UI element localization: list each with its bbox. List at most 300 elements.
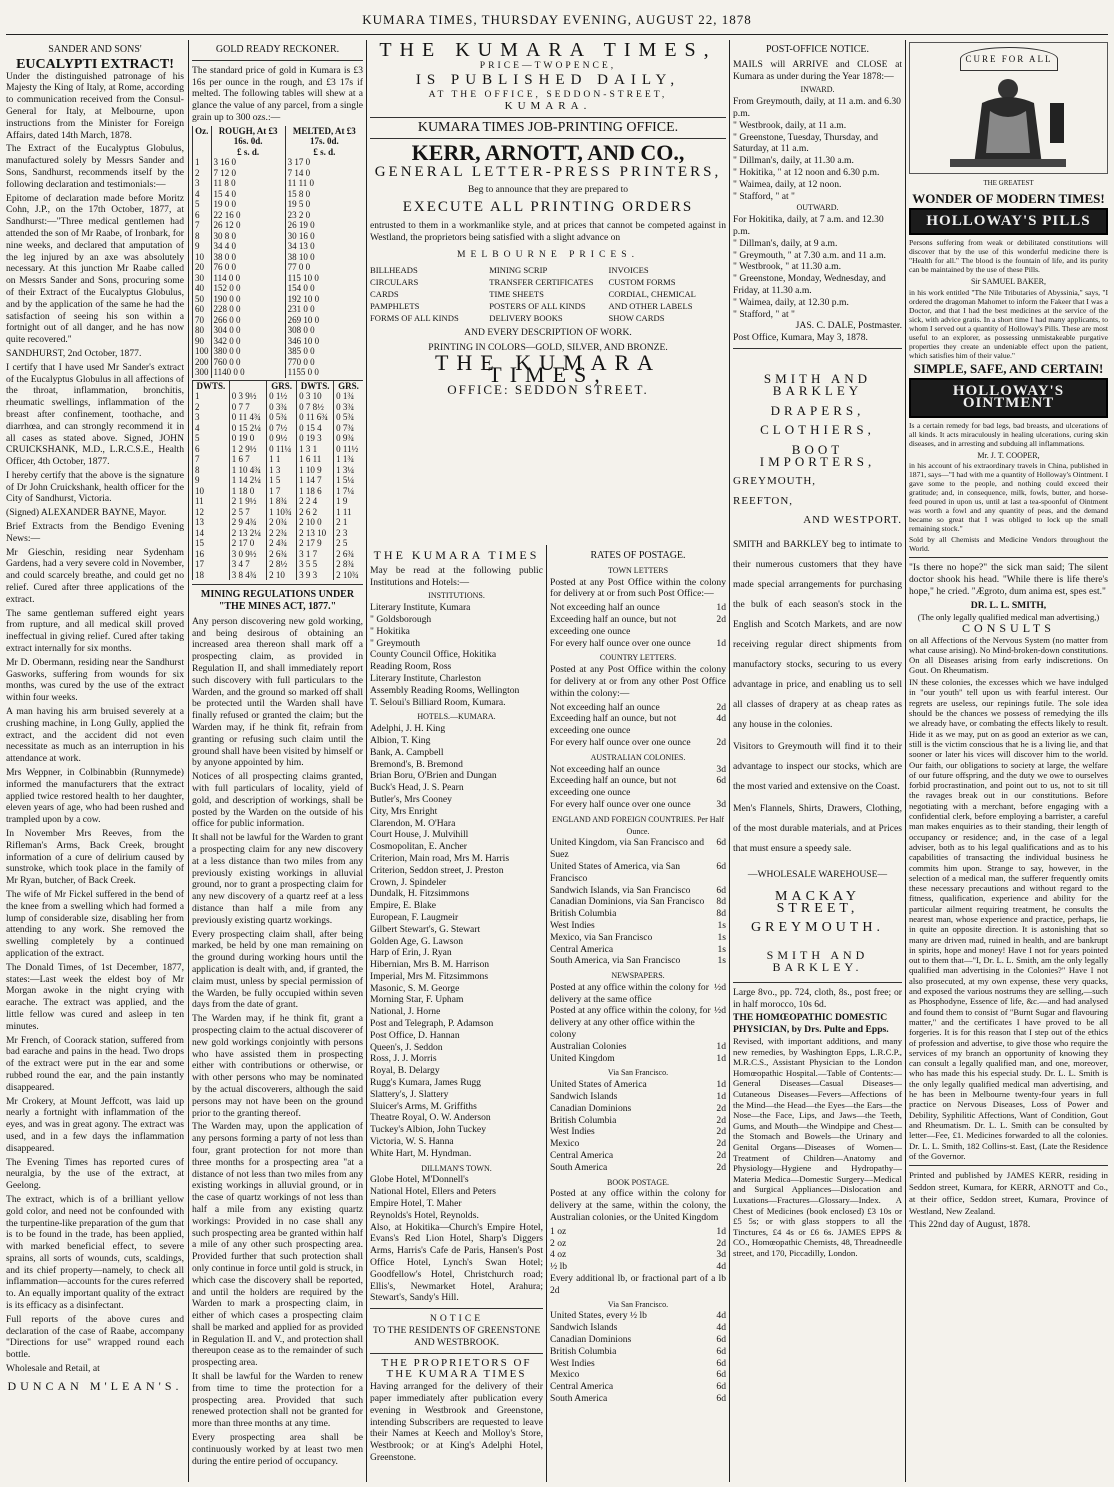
reckoner-cell: 304 0 0 — [211, 325, 285, 336]
dillman-item: Reynolds's Hotel, Reynolds. — [370, 1209, 479, 1221]
reckoner-cell: 90 — [193, 336, 212, 347]
via-rates — [550, 1079, 726, 1173]
dwt-cell: 13 — [193, 517, 230, 528]
dwt-cell: 1 11 — [334, 507, 363, 518]
hope: "Is there no hope?" the sick man said; The silent doctor shook his head. "While there is life there's hope," he cried. "Ægroto, dum anima est, spes est." — [909, 562, 1108, 597]
sb-line: REEFTON, — [733, 494, 794, 507]
rate-row — [550, 1138, 726, 1150]
reckoner-cell: 30 16 0 — [285, 231, 363, 242]
inward-item: " Hokitika, " at 12 noon and 6.30 p.m. — [733, 166, 880, 178]
institution-list — [370, 602, 543, 708]
th-rough: ROUGH, At £3 16s. 0d. — [211, 126, 285, 147]
sb-firm: SMITH AND BARKLEY — [763, 370, 872, 398]
column-rule-3 — [729, 40, 730, 1482]
reckoner-row — [193, 210, 364, 221]
dwt-cell: 0 3 10 — [297, 391, 334, 402]
reckoner-cell: 770 0 0 — [285, 357, 363, 368]
rate-value: 8d — [716, 896, 726, 908]
dwt-row — [193, 486, 364, 497]
book-price: Large 8vo., pp. 724, cloth, 8s., post free; or in half morocco, 10s 6d. — [733, 986, 902, 1010]
inward-item: " Greenstone, Tuesday, Thursday, and Saturday, at 11 a.m. — [733, 131, 879, 155]
rate-label: For every half ounce over one ounce — [550, 637, 691, 649]
eng-rates — [550, 837, 726, 967]
rate-value: ½d — [714, 981, 726, 993]
reckoner-row — [193, 231, 364, 242]
outward-item: " Greenstone, Monday, Wednesday, and Friday, at 11.30 a.m. — [733, 273, 886, 296]
dwt-row — [193, 538, 364, 549]
reckoner-cell: 30 8 0 — [211, 231, 285, 242]
institution-item: Reading Room, Ross — [370, 661, 452, 673]
dwt-cell: 1 5 — [267, 475, 297, 486]
dillman-item: National Hotel, Ellers and Peters — [370, 1186, 497, 1198]
dwt-cell: 1 1 — [267, 454, 297, 465]
dwt-table — [192, 380, 363, 581]
dwt-cell: 1 3¼ — [334, 465, 363, 476]
rate-row — [550, 1005, 726, 1040]
rate-label: Exceeding half an ounce, but not exceeding one ounce — [550, 713, 677, 737]
hotel-item: Royal, B. Delargy — [370, 1065, 440, 1077]
column-rule-2 — [366, 40, 367, 1482]
printing-item: CIRCULARS — [370, 277, 419, 288]
column-reading-places — [370, 548, 543, 1482]
rate-value: 2d — [716, 1114, 726, 1126]
rate-label: Canadian Dominions, via San Francisco — [550, 896, 705, 908]
hotel-list — [370, 723, 543, 1159]
rate-label: Mexico — [550, 1138, 580, 1150]
rate-value: 2d — [716, 701, 726, 713]
inward-item: From Greymouth, daily, at 11 a.m. and 6.30 p.m. — [733, 96, 901, 119]
hotel-item: Post and Telegraph, P. Adamson — [370, 1018, 494, 1030]
institution-item: " Goldsborough — [370, 613, 432, 625]
dwt-cell: 16 — [193, 549, 230, 560]
rate-value: 6d — [716, 860, 726, 872]
rate-row — [550, 799, 726, 811]
rate-label: British Columbia — [550, 1345, 617, 1357]
reckoner-title: GOLD READY RECKONER. — [215, 44, 340, 55]
baker: Sir SAMUEL BAKER, — [970, 277, 1047, 287]
rate-value: 4d — [716, 713, 726, 725]
rate-value: 6d — [716, 884, 726, 896]
hotel-item: Buck's Head, J. S. Pearn — [370, 782, 464, 794]
dwt-cell: 2 3 — [334, 528, 363, 539]
eucalypti-paragraph: The Extract of the Eucalyptus Globulus, manufactured solely by Messrs Sander and Sons, Sandhurst, recommends itself by the following declaration and testimonials:— — [6, 143, 184, 190]
dwt-cell: 2 1 9½ — [229, 496, 266, 507]
town-rates — [550, 602, 726, 649]
rate-row — [550, 1249, 726, 1261]
rate-label: For every half ounce over one ounce — [550, 798, 691, 810]
dwt-cell: 0 15 4 — [297, 423, 334, 434]
eucalypti-paragraph: SANDHURST, 2nd October, 1877. — [6, 347, 142, 359]
dwt-cell: 17 — [193, 559, 230, 570]
rate-label: British Columbia — [550, 1114, 617, 1126]
reckoner-cell: 76 0 0 — [211, 262, 285, 273]
eucalypti-footer: DUNCAN M'LEAN'S. — [7, 1378, 183, 1393]
reckoner-cell: 342 0 0 — [211, 336, 285, 347]
reckoner-cell: 26 19 0 — [285, 220, 363, 231]
country-head: COUNTRY LETTERS. — [599, 653, 677, 663]
mining-paragraph: Every prospecting area shall be continuously worked by at least two men during the entire period of occupancy. — [192, 1432, 363, 1467]
printing-item: CUSTOM FORMS — [608, 277, 676, 288]
dwt-cell: 0 19 3 — [297, 433, 334, 444]
rate-value: 2d — [716, 1150, 726, 1162]
dwt-row — [193, 570, 364, 581]
eucalypti-paragraph: Mrs Weppner, in Colbinabbin (Runnymede) informed the manufacturers that the extract applied twice restored health to her daughter, eleven years of age, who had been rushed and trampled upon by a cow. — [6, 767, 184, 826]
eucalypti-paragraph: Under the distinguished patronage of his Majesty the King of Italy, at Rome, according to communication received from the Consul-General for Italy, at Melbourne, upon instructions from the Minister for Foreign Affairs, dated 14th March, 1878. — [6, 70, 184, 141]
reckoner-cell: 77 0 0 — [285, 262, 363, 273]
rate-row — [550, 1162, 726, 1174]
dwt-cell: 3 1 7 — [297, 549, 334, 560]
reckoner-cell: 38 0 0 — [211, 252, 285, 263]
reckoner-cell: 200 — [193, 357, 212, 368]
sb-street: MACKAY STREET, — [775, 888, 860, 916]
rate-label: West Indies — [550, 919, 595, 931]
notice: NOTICE — [429, 1313, 484, 1325]
th-dwts2: DWTS. — [297, 380, 334, 391]
mining-paragraph: The Warden may, if he think fit, grant a prospecting claim to the actual discoverer of new gold workings conjointly with persons who have assisted them in prospecting either with contributions or otherwise, or with other persons who may be nominated by the actual discoverers, although the said persons may not have been on the ground prior to the granting thereof. — [192, 1013, 363, 1119]
rate-value: 3d — [716, 1249, 726, 1261]
po-place: Post Office, Kumara, May 3, 1878. — [733, 332, 868, 344]
hotel-item: Adelphi, J. H. King — [370, 723, 446, 735]
reckoner-cell: 34 13 0 — [285, 241, 363, 252]
dillman-item: Empire Hotel, T. Maher — [370, 1198, 462, 1210]
rate-row — [550, 837, 726, 861]
dwt-row — [193, 507, 364, 518]
outward-item: " Greymouth, " at 7.30 a.m. and 11 a.m. — [733, 249, 886, 261]
read-intro: May be read at the following public Institutions and Hotels:— — [370, 564, 543, 588]
dwt-cell: 8 — [193, 465, 230, 476]
notice-title: POST-OFFICE NOTICE. — [766, 44, 869, 55]
dwt-cell: 3 9 3 — [297, 570, 334, 581]
rate-value: 3d — [716, 763, 726, 775]
rate-label: Central America — [550, 1381, 614, 1393]
dwt-cell: 1 — [193, 391, 230, 402]
rate-label: Sandwich Islands — [550, 1091, 618, 1103]
rate-label: South America — [550, 1392, 608, 1404]
reckoner-row — [193, 336, 364, 347]
dwt-cell: 2 2 4 — [297, 496, 334, 507]
firm: KERR, ARNOTT, AND CO., — [411, 139, 685, 165]
reckoner-cell: 60 — [193, 304, 212, 315]
reckoner-cell: 1140 0 0 — [211, 367, 285, 378]
every: AND EVERY DESCRIPTION OF WORK. — [464, 327, 632, 339]
th-grs: GRS. — [267, 380, 297, 391]
rate-label: Mexico — [550, 1369, 580, 1381]
hotel-item: Cosmopolitan, E. Ancher — [370, 841, 467, 853]
dwt-cell: 0 1¾ — [334, 391, 363, 402]
eucalypti-body — [6, 71, 184, 1375]
colors: PRINTING IN COLORS—GOLD, SILVER, AND BRONZE. — [428, 342, 668, 354]
signer: JAS. C. DALE, Postmaster. — [795, 320, 902, 332]
printing-item: SHOW CARDS — [608, 312, 665, 323]
book-extra: Every additional lb, or fractional part of a lb 2d — [550, 1273, 726, 1296]
rate-value: 1d — [716, 1079, 726, 1091]
eucalypti-paragraph: Brief Extracts from the Bendigo Evening News:— — [6, 521, 184, 544]
rate-label: Posted at any office within the colony for delivery at the same office — [550, 981, 709, 1005]
th-oz: Oz. — [193, 126, 212, 147]
dwt-cell: 1 5¼ — [334, 475, 363, 486]
reckoner-cell: 114 0 0 — [211, 273, 285, 284]
rate-value: 1s — [717, 931, 726, 943]
printing-row — [370, 289, 726, 301]
hotel-item: Empire, E. Blake — [370, 900, 437, 912]
kumara-times-advert — [370, 42, 726, 542]
dwt-cell: 0 1½ — [267, 391, 297, 402]
reckoner-cell: 30 — [193, 273, 212, 284]
mining-title: MINING REGULATIONS UNDER "THE MINES ACT, 1877." — [200, 589, 355, 613]
rate-row — [550, 920, 726, 932]
reckoner-cell: 231 0 0 — [285, 304, 363, 315]
dwt-cell: 2 10¾ — [334, 570, 363, 581]
dwt-cell: 4 — [193, 423, 230, 434]
dwt-cell: 1 18 6 — [297, 486, 334, 497]
dwt-cell: 11 — [193, 496, 230, 507]
printing-item: MINING SCRIP — [489, 265, 548, 276]
eucalypti-paragraph: A man having his arm bruised severely at a crushing machine, in Long Gully, applied the extract, and the accident did not even necessitate as much as an interruption in his attendance at work. — [6, 706, 184, 765]
notice-to: TO THE RESIDENTS OF GREENSTONE AND WESTBROOK. — [372, 1325, 541, 1348]
reckoner-cell: 11 8 0 — [211, 178, 285, 189]
printing-item: TRANSFER CERTIFICATES — [489, 277, 594, 288]
hotel-item: Dundalk, H. Fitzsimmons — [370, 888, 470, 900]
inward-item: " Dillman's, daily, at 11.30 a.m. — [733, 155, 854, 167]
rate-value: 2d — [716, 1126, 726, 1138]
hotel-item: Court House, J. Mulvihill — [370, 829, 469, 841]
reckoner-row — [193, 304, 364, 315]
rate-row — [550, 764, 726, 776]
rate-label: Central America — [550, 1150, 614, 1162]
printing-item: POSTERS OF ALL KINDS — [489, 300, 586, 311]
rate-value: 6d — [716, 1381, 726, 1393]
inward-item: " Westbrook, daily, at 11 a.m. — [733, 119, 847, 131]
simple: SIMPLE, SAFE, AND CERTAIN! — [913, 361, 1104, 377]
mining-paragraph: It shall be lawful for the Warden to renew from time to time the protection for a prospecting area. Provided that such renewed protection shall not be granted for more than three months at any time. — [192, 1371, 363, 1430]
rate-row — [550, 737, 726, 749]
hotel-item: Victoria, W. S. Hanna — [370, 1136, 454, 1148]
dwt-row — [193, 475, 364, 486]
dwt-cell: 3 5 5 — [297, 559, 334, 570]
dwt-cell: 2 13 10 — [297, 528, 334, 539]
rate-value: 2d — [716, 1102, 726, 1114]
rate-label: Mexico, via San Francisco — [550, 931, 653, 943]
rate-row — [550, 1150, 726, 1162]
reckoner-cell: 192 10 0 — [285, 294, 363, 305]
sb-line: GREYMOUTH, — [733, 474, 817, 487]
hotel-item: Butler's, Mrs Cooney — [370, 793, 452, 805]
rate-value: 1s — [717, 919, 726, 931]
rate-value: 6d — [716, 1369, 726, 1381]
rate-row — [550, 1226, 726, 1238]
institution-item: County Council Office, Hokitika — [370, 649, 497, 661]
dwt-cell: 0 11½ — [334, 444, 363, 455]
cure-for-all-engraving — [909, 42, 1108, 174]
reckoner-cell: 9 — [193, 241, 212, 252]
dwt-row — [193, 465, 364, 476]
sb-town: GREYMOUTH. — [751, 920, 884, 936]
outward-item: " Dillman's, daily, at 9 a.m. — [733, 237, 838, 249]
proprietors: THE PROPRIETORS OF THE KUMARA TIMES — [381, 1356, 532, 1381]
dwt-row — [193, 412, 364, 423]
rate-label: South America, via San Francisco — [550, 955, 681, 967]
dwt-cell: 3 — [193, 412, 230, 423]
outward-head: OUTWARD. — [796, 203, 839, 213]
dwt-cell: 1 3 — [267, 465, 297, 476]
reckoner-row — [193, 357, 364, 368]
rate-value: 1d — [716, 1052, 726, 1064]
doctor-sub: (The only legally qualified medical man advertising,) — [917, 611, 1100, 622]
dwt-cell: 2 10 — [267, 570, 297, 581]
hotel-item: Criterion, Main road, Mrs M. Harris — [370, 852, 510, 864]
column-rule-inner — [546, 545, 547, 1482]
dwt-cell: 1 1¾ — [334, 454, 363, 465]
reckoner-row — [193, 367, 364, 378]
rate-row — [550, 932, 726, 944]
dwt-row — [193, 528, 364, 539]
institution-item: " Hokitika — [370, 625, 410, 637]
dwt-cell: 2 17 0 — [229, 538, 266, 549]
reckoner-row — [193, 262, 364, 273]
printed: Printed and published by JAMES KERR, residing in Seddon street, Kumara, for KERR, ARNOTT and Co., at their office, Seddon street, Kumara, Province of Westland, New Zealand. — [909, 1170, 1108, 1216]
reckoner-cell: 346 10 0 — [285, 336, 363, 347]
ointment-box: HOLLOWAY'S OINTMENT — [909, 378, 1108, 418]
reckoner-row — [193, 325, 364, 336]
sold: Sold by all Chemists and Medicine Vendors throughout the World. — [909, 535, 1108, 554]
printing-item: BILLHEADS — [370, 265, 418, 276]
printing-item: CARDS — [370, 288, 399, 299]
book-rates — [550, 1226, 726, 1273]
rate-value: 4d — [716, 1310, 726, 1322]
cooper: Mr. J. T. COOPER, — [977, 450, 1040, 460]
rate-label: Exceeding half an ounce, but not exceeding one ounce — [550, 613, 677, 637]
th-melted: MELTED, At £3 17s. 0d. — [285, 126, 363, 147]
rate-row — [550, 713, 726, 737]
rate-value: 1d — [716, 602, 726, 614]
figure-icon — [910, 43, 1107, 171]
reckoner-cell: 7 12 0 — [211, 168, 285, 179]
reckoner-cell: 19 0 0 — [211, 199, 285, 210]
reckoner-cell: 34 4 0 — [211, 241, 285, 252]
rate-label: Sandwich Islands, via San Francisco — [550, 884, 691, 896]
hotel-item: Morning Star, F. Upham — [370, 994, 464, 1006]
outward-list — [733, 214, 902, 320]
rate-row — [550, 1053, 726, 1065]
reckoner-table — [192, 126, 363, 378]
dwt-cell: 1 10 4¾ — [229, 465, 266, 476]
reckoner-cell: 154 0 0 — [285, 283, 363, 294]
rate-value: 6d — [716, 1334, 726, 1345]
dwt-cell: 12 — [193, 507, 230, 518]
smith-body: IN these colonies, the excesses which we have indulged in "our youth" tell upon us with fearful interest. Our regrets are useless, our repinings futile. The sole idea should be the chances we possess of remedying the ills we already have, or combating the effects likely to result. Hide it as we may, put on as good an exterior as we can, still is the victim conscious that he is a living lie, and that sooner or later his vices will discover him to the world. Our faith, our obligations to society at large, the welfare of our future offspring, and the duty we owe to ourselves forbid procrastination, and point out to us, not to sit till the ravages break out in our constitutions. Before negotiating with a merchant, before engaging with a confidential clerk, before employing a barrister, a careful man makes enquiries as to their standing, their length of occupancy or residence; and, in the case of a legal adviser, both as to his legal qualifications and as to his capabilities of transacting the individual business he commits him upon. Strange to say, however, in the selection of a medical man, the sufferer frequently omits these necessary precautions and without regard to the fitness, qualification, experience and ability for the particular ailment requiring treatment, he consults the nearest man, whose experience and practice, perhaps, lie in quite an opposite direction. It is astonishing that so many are driven mad, ruined in health, and are bankrupt in spirits, hope and money! Have I not for years pointed out to them that—"I, Dr. L. L. Smith, am the only legally qualified man advertising in the Colonies?" Have I not also prosecuted, at my own expense, these very quacks, and exposed the various nostrums they are selling,—such as Phosphodyne, Essence of life, &c.—and had analysed and found them to consist of "Burnt Sugar and flavouring matter," and the certificates I have proved to be all forgeries. It is for this reason that I step out of the ethics of profession and advertise, to give those who require the services of my branch an opportunity of knowing they can consult a legally qualified man, and one, moreover, who has made this his especial study. Dr. L. L. Smith is the only legally qualified medical man advertising, and he has been in Melbourne twenty-four years in full practice on Nervous Diseases, Loss of Power and Debility, Syphilitic Affections, Want of Condition, Gout and Rheumatism. Dr. L. L. Smith can be consulted by letter—Fee, £1. Medicines forwarded to all the colonies. Dr. L. L. Smith, 182 Collins-st. East, (Late the Residence of the Governor. — [909, 677, 1108, 1161]
eucalypti-paragraph: Full reports of the above cures and declaration of the case of Raabe, accompany "Directions for use" wrapped round each bottle. — [6, 1313, 184, 1361]
dwt-cell: 2 — [193, 402, 230, 413]
inward-head: INWARD. — [800, 85, 835, 95]
reckoner-row — [193, 346, 364, 357]
rate-row — [550, 1079, 726, 1091]
reckoner-cell: 22 16 0 — [211, 210, 285, 221]
rate-row — [550, 638, 726, 650]
dwt-cell: 1 14 7 — [297, 475, 334, 486]
dillman-list — [370, 1174, 543, 1221]
dwt-cell: 1 14 2¼ — [229, 475, 266, 486]
rate-value: 1d — [716, 1040, 726, 1052]
book-head: BOOK POSTAGE. — [606, 1177, 670, 1187]
reckoner-cell: 115 10 0 — [285, 273, 363, 284]
dwt-cell: 2 4¾ — [267, 538, 297, 549]
greatest: THE GREATEST — [983, 179, 1034, 187]
date: This 22nd day of August, 1878. — [909, 1219, 1031, 1231]
reckoner-row — [193, 283, 364, 294]
reckoner-cell: 15 8 0 — [285, 189, 363, 200]
sb-footer: SMITH AND BARKLEY. — [766, 948, 869, 975]
rate-value: 8d — [716, 908, 726, 920]
via2-rates — [550, 1310, 726, 1404]
rate-row — [550, 1346, 726, 1358]
reckoner-cell: 152 0 0 — [211, 283, 285, 294]
book-intro: Posted at any office within the colony for delivery at the same, within the colony, the Australian colonies, or the United Kingdom — [550, 1188, 726, 1224]
printing-row — [370, 265, 726, 277]
eucalypti-paragraph: Mr Gieschin, residing near Sydenham Gardens, had a very severe cold in November, and could scarcely breathe, and could get no relief. Cured after three applications of the extract. — [6, 546, 184, 605]
hotel-item: Harp of Erin, J. Ryan — [370, 947, 452, 959]
reckoner-cell: 38 10 0 — [285, 252, 363, 263]
town-head: TOWN LETTERS — [607, 565, 669, 575]
also-text: Also, at Hokitika—Church's Empire Hotel, Evans's Red Lion Hotel, Sharp's Diggers Arms, Harris's Cafe de Paris, Hansen's Post Office Hotel, Lynch's Swan Hotel; Goodfellow's Hotel, Christchurch road; Ellis's, Newmarket Hotel, Arahura; Stewart's, Sandy's Hill. — [370, 1221, 543, 1304]
column-gold-reckoner — [192, 42, 363, 1482]
reckoner-cell: 5 — [193, 199, 212, 210]
eucalypti-paragraph: Wholesale and Retail, at — [6, 1363, 100, 1375]
rate-row — [550, 1381, 726, 1393]
column-postage — [550, 548, 726, 1482]
column-rule-4 — [905, 40, 906, 1482]
rate-label: Not exceeding half an ounce — [550, 602, 660, 614]
reckoner-cell: 308 0 0 — [285, 325, 363, 336]
rate-label: 4 oz — [550, 1249, 567, 1261]
reckoner-cell: 100 — [193, 346, 212, 357]
dwt-row — [193, 496, 364, 507]
hotel-item: Gilbert Stewart's, G. Stewart — [370, 923, 481, 935]
printing-row — [370, 313, 726, 325]
hotel-item: Crown, J. Spindeler — [370, 876, 447, 888]
reckoner-row — [193, 241, 364, 252]
via2-head: Via San Francisco. — [607, 1299, 669, 1309]
wonder: WONDER OF MODERN TIMES! — [912, 190, 1105, 206]
hotel-item: Ross, J. J. Morris — [370, 1053, 437, 1065]
reckoner-cell: 228 0 0 — [211, 304, 285, 315]
reckoner-cell: 7 — [193, 220, 212, 231]
hotel-item: Rugg's Kumara, James Rugg — [370, 1077, 481, 1089]
dwt-cell: 0 19 0 — [229, 433, 266, 444]
inward-list — [733, 96, 902, 202]
top-title: THE KUMARA TIMES, — [379, 42, 717, 61]
dwt-cell: 2 8½ — [267, 559, 297, 570]
column-post-office — [733, 42, 902, 1482]
reckoner-cell: 11 11 0 — [285, 178, 363, 189]
reckoner-cell: 6 — [193, 210, 212, 221]
reckoner-cell: 26 12 0 — [211, 220, 285, 231]
hotel-item: Golden Age, G. Lawson — [370, 935, 463, 947]
eucalypti-paragraph: The extract, which is of a brilliant yellow gold color, and need not be confounded with the turpentine-like preparation of the gum that is to be found in the trade, has been applied, with marked beneficial effect, to severe sprains, all sorts of wounds, cuts, scaldings, and its chief property—namely, to check all inflammation—accounts for the cures referred to. An equally important quality of the extract is its efficacy as a disinfectant. — [6, 1193, 184, 1312]
execute: EXECUTE ALL PRINTING ORDERS — [402, 199, 694, 216]
rate-value: 1s — [717, 955, 726, 967]
reckoner-cell: 380 0 0 — [211, 346, 285, 357]
dwt-cell: 1 10¾ — [267, 507, 297, 518]
news-head: NEWSPAPERS. — [611, 971, 665, 981]
reckoner-cell: 10 — [193, 252, 212, 263]
rate-row — [550, 602, 726, 614]
sb-flannels: Men's Flannels, Shirts, Drawers, Clothing, of the most durable materials, and at Prices that must ensure a speedy sale. — [733, 803, 902, 855]
printing-item: TIME SHEETS — [489, 288, 544, 299]
mining-paragraph: Any person discovering new gold working, and being desirous of obtaining an increased area thereon shall mark off a prospecting claim, as provided in Regulation II, and shall immediately report such discovery with full particulars to the Warden, and the ground so marked off shall be protected until the Warden shall have finally refused or granted the claim; but the Warden may, if he think fit, refrain from granting or refusing such claim until the ground shall have been visited by himself or by anyone appointed by him. — [192, 615, 363, 769]
dwt-cell: 0 3 9½ — [229, 391, 266, 402]
reckoner-row — [193, 189, 364, 200]
rate-value: 2d — [716, 1161, 726, 1173]
